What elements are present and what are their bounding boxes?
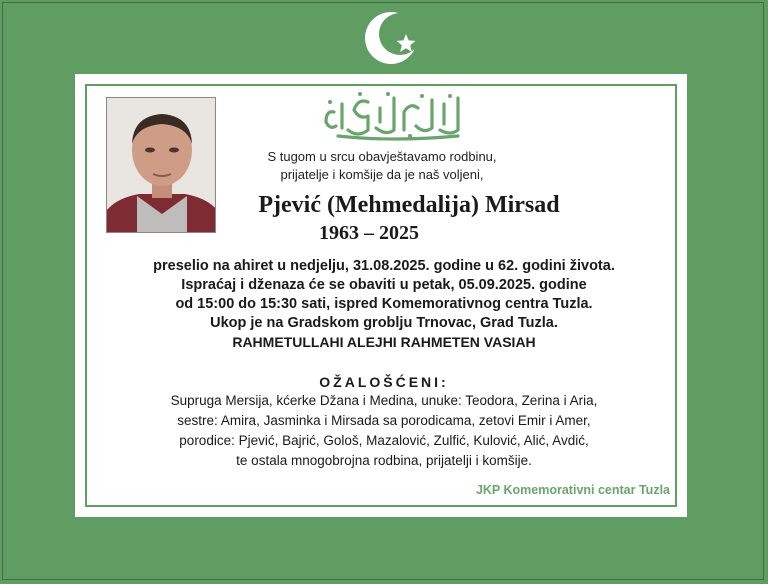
deceased-name: Pjević (Mehmedalija) Mirsad (258, 192, 560, 218)
mourners-line-3: porodice: Pjević, Bajrić, Gološ, Mazalović, Zulfić, Kulović, Alić, Avdić, (179, 433, 589, 448)
intro-line-1: S tugom u srcu obavještavamo rodbinu, (267, 149, 497, 164)
mourners-list (86, 391, 682, 471)
deceased-photo (106, 97, 216, 233)
prayer-line: RAHMETULLAHI ALEJHI RAHMETEN VASIAH (232, 334, 536, 350)
mourners-line-2: sestre: Amira, Jasminka i Mirsada sa porodicama, zetovi Emir i Amer, (177, 413, 591, 428)
details-line-4: Ukop je na Gradskom groblju Trnovac, Grad Tuzla. (210, 315, 558, 331)
crescent-star-icon (362, 8, 422, 68)
calligraphy-icon (318, 90, 468, 142)
intro-text (232, 148, 532, 184)
mourners-heading: OŽALOŠĆENI: (319, 374, 449, 390)
funeral-details (86, 257, 682, 352)
details-line-3: od 15:00 do 15:30 sati, ispred Komemorativnog centra Tuzla. (175, 296, 593, 312)
mourners-line-4: te ostala mnogobrojna rodbina, prijatelji i komšije. (236, 453, 532, 468)
details-line-2: Ispraćaj i dženaza će se obaviti u petak, 05.09.2025. godine (181, 277, 587, 293)
intro-line-2: prijatelje i komšije da je naš voljeni, (280, 167, 484, 182)
mourners-line-1: Supruga Mersija, kćerke Džana i Medina, unuke: Teodora, Zerina i Aria, (170, 393, 598, 408)
details-line-1: preselio na ahiret u nedjelju, 31.08.2025. godine u 62. godini života. (153, 258, 615, 274)
deceased-years: 1963 – 2025 (319, 222, 419, 244)
organization-name: JKP Komemorativni centar Tuzla (475, 483, 670, 497)
